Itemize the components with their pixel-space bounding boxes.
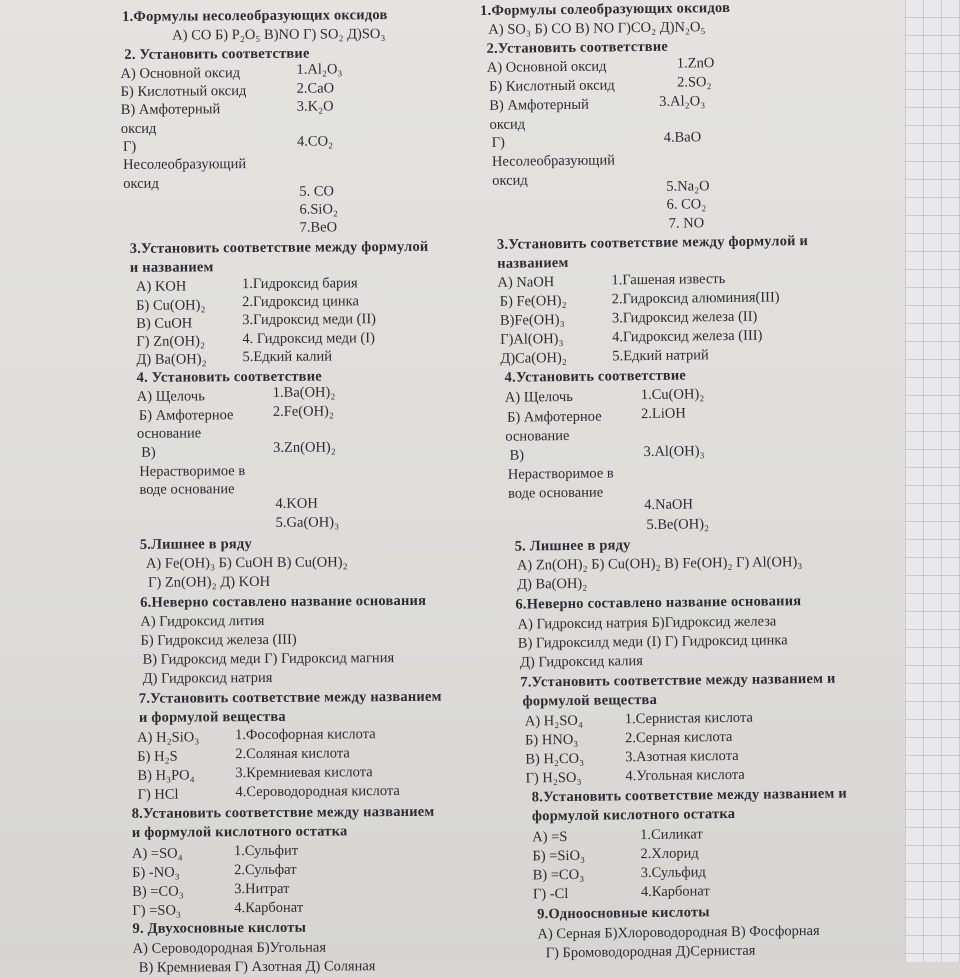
right-q3-3: 3.Гидроксид железа (II) xyxy=(611,308,758,327)
right-q4-a: А) Щелочь xyxy=(504,388,573,406)
left-q4-c3: воде основание xyxy=(139,481,235,498)
right-q8-3: 3.Сульфид xyxy=(640,864,706,882)
right-column xyxy=(480,0,932,962)
left-q2-b: Б) Кислотный оксид xyxy=(120,83,247,100)
right-q4-3: 3.Al(OH)₃ xyxy=(643,443,705,461)
right-q4-1: 1.Cu(OH)₂ xyxy=(640,386,705,404)
left-q7-a: А) H₂SiO₃ xyxy=(137,729,200,746)
right-q6-b: В) Гидроксилд меди (I) Г) Гидроксид цинка xyxy=(517,632,788,652)
left-q2-5: 5. CO xyxy=(299,183,335,200)
left-q2-3: 3.K₂O xyxy=(296,98,334,115)
left-q7-b: Б) H₂S xyxy=(137,748,178,765)
right-q8-title: 8.Установить соответствие между названием и xyxy=(531,785,847,806)
right-q2-5: 5.Na₂O xyxy=(666,178,710,195)
left-q3-title2: и названием xyxy=(129,259,214,276)
left-q4-c2: Нерастворимое в xyxy=(139,463,246,480)
left-q2-4: 4.CO₂ xyxy=(296,133,334,150)
left-q8-b: Б) -NO₃ xyxy=(132,864,180,881)
right-q7-4: 4.Угольная кислота xyxy=(625,766,745,785)
right-q4-c: В) xyxy=(509,447,525,464)
left-q1-options: А) CO Б) P₂O₅ В)NO Г) SO₂ Д)SO₃ xyxy=(172,26,386,44)
right-q7-c: В) H₂CO₃ xyxy=(525,750,585,768)
right-q8-b: Б) =SiO₃ xyxy=(532,847,586,865)
left-q6-title: 6.Неверно составлено название основания xyxy=(140,592,427,611)
left-q2-a: А) Основной оксид xyxy=(120,65,241,82)
right-q2-2: 2.SO₂ xyxy=(676,74,712,91)
right-q2-b: Б) Кислотный оксид xyxy=(488,77,615,95)
left-q8-d: Г) =SO₃ xyxy=(132,902,182,919)
left-q4-title: 4. Установить соответствие xyxy=(136,368,322,386)
right-q3-a: А) NaOH xyxy=(497,274,555,291)
left-q4-2: 2.Fe(OH)₂ xyxy=(272,403,334,420)
left-q4-b2: основание xyxy=(136,425,202,442)
right-q2-6: 6. CO₂ xyxy=(666,196,707,213)
right-q8-1: 1.Силикат xyxy=(640,826,703,844)
right-q7-2: 2.Серная кислота xyxy=(624,728,733,747)
left-q4-4: 4.KOH xyxy=(275,495,318,512)
left-q2-c2: оксид xyxy=(120,120,157,137)
right-q9-title: 9.Одноосновные кислоты xyxy=(537,904,710,923)
right-q7-1: 1.Сернистая кислота xyxy=(624,709,753,728)
right-q9-line1: А) Серная Б)Хлороводородная В) Фосфорная xyxy=(537,922,820,943)
left-q8-3: 3.Нитрат xyxy=(234,880,290,898)
right-q2-d: Г) xyxy=(491,134,506,151)
left-q4-5: 5.Ga(OH)₃ xyxy=(275,514,340,531)
right-q4-b: Б) Амфотерное xyxy=(507,408,602,426)
left-q2-d: Г) xyxy=(122,138,137,155)
left-q7-d: Г) HCl xyxy=(137,786,179,803)
left-q5-line2: Г) Zn(OH)₂ Д) KOH xyxy=(148,573,271,591)
right-q7-a: А) H₂SO₄ xyxy=(524,712,583,730)
left-q4-3: 3.Zn(OH)₂ xyxy=(273,439,336,456)
right-q3-title: 3.Установить соответствие между формулой и xyxy=(496,233,809,253)
left-q7-2: 2.Соляная кислота xyxy=(235,745,350,763)
right-q7-b: Б) HNO₃ xyxy=(524,731,579,749)
left-q6-a: А) Гидроксид лития xyxy=(140,612,265,630)
right-q2-a: А) Основной оксид xyxy=(486,58,607,76)
right-q2-7: 7. NO xyxy=(668,215,705,232)
left-q8-a: А) =SO₄ xyxy=(131,845,183,862)
left-q3-title: 3.Установить соответствие между формулой xyxy=(129,238,429,257)
right-q1-options: А) SO₃ Б) CO В) NO Г)CO₂ Д)N₂O₅ xyxy=(488,19,706,38)
left-q5-title: 5.Лишнее в ряду xyxy=(139,536,252,553)
left-q4-c: В) xyxy=(141,444,156,461)
right-q3-5: 5.Едкий натрий xyxy=(612,347,709,365)
right-q9-line2: Г) Бромоводородная Д)Сернистая xyxy=(545,942,756,962)
right-q7-title: 7.Установить соответствие между названием и xyxy=(520,670,836,691)
right-q2-c: В) Амфотерный xyxy=(489,96,589,114)
right-q3-title2: названием xyxy=(497,254,569,272)
left-q6-c: В) Гидроксид меди Г) Гидроксид магния xyxy=(142,650,395,668)
right-q7-title2: формулой вещества xyxy=(522,691,658,710)
right-q7-d: Г) H₂SO₃ xyxy=(525,769,582,787)
left-q6-b: Б) Гидроксид железа (III) xyxy=(140,631,297,649)
right-q2-d3: оксид xyxy=(492,172,528,189)
left-q4-a: А) Щелочь xyxy=(136,388,205,405)
left-q3-5: 5.Едкий калий xyxy=(242,348,333,366)
left-q3-4: 4. Гидроксид меди (I) xyxy=(242,330,375,348)
right-q4-4: 4.NaOH xyxy=(644,496,694,514)
left-q3-e: Д) Ba(OH)₂ xyxy=(136,351,207,368)
left-q2-6: 6.SiO₂ xyxy=(299,201,339,218)
right-q3-d: Г)Al(OH)₃ xyxy=(500,331,564,348)
right-q3-2: 2.Гидроксид алюминия(III) xyxy=(611,289,780,308)
right-q3-1: 1.Гашеная известь xyxy=(611,271,726,289)
right-q3-c: В)Fe(OH)₃ xyxy=(499,311,565,329)
left-q2-2: 2.CaO xyxy=(296,80,335,97)
right-q8-c: В) =CO₃ xyxy=(532,866,585,884)
left-q7-1: 1.Фософорная кислота xyxy=(235,726,376,744)
left-q2-d2: Несолеобразующий xyxy=(123,156,247,173)
left-q4-b: Б) Амфотерное xyxy=(138,407,234,424)
right-q4-c3: воде основание xyxy=(507,484,604,502)
right-q4-title: 4.Установить соответствие xyxy=(504,367,687,386)
left-q7-4: 4.Сероводородная кислота xyxy=(235,783,400,801)
right-q3-e: Д)Ca(OH)₂ xyxy=(500,349,567,367)
right-q6-title: 6.Неверно составлено название основания xyxy=(515,593,802,613)
right-q8-2: 2.Хлорид xyxy=(640,845,699,863)
left-q7-title: 7.Установить соответствие между названием xyxy=(138,688,442,707)
left-q7-title2: и формулой вещества xyxy=(138,708,286,726)
left-q2-d3: оксид xyxy=(123,175,159,192)
right-q8-d: Г) -Cl xyxy=(532,885,569,903)
left-q1-title: 1.Формулы несолеобразующих оксидов xyxy=(122,7,388,25)
right-q2-c2: оксид xyxy=(489,116,526,133)
left-q8-4: 4.Карбонат xyxy=(234,899,304,917)
right-q5-line2: Д) Ba(OH)₂ xyxy=(517,575,588,593)
right-q2-3: 3.Al₂O₃ xyxy=(659,93,706,110)
left-q8-c: В) =CO₃ xyxy=(132,883,184,900)
left-q9-line2: В) Кремниевая Г) Азотная Д) Соляная xyxy=(138,958,376,976)
left-q8-1: 1.Сульфит xyxy=(233,842,299,860)
right-q4-c2: Нерастворимое в xyxy=(507,465,614,483)
right-q5-line1: А) Zn(OH)₂ Б) Cu(OH)₂ В) Fe(OH)₂ Г) Al(OH)₃ xyxy=(516,554,803,574)
left-q7-3: 3.Кремниевая кислота xyxy=(235,764,373,782)
right-q8-title2: формулой кислотного остатка xyxy=(531,805,736,825)
right-q6-c: Д) Гидроксид калия xyxy=(519,653,643,671)
right-q1-title: 1.Формулы солеобразующих оксидов xyxy=(480,0,731,19)
right-q4-5: 5.Be(OH)₂ xyxy=(646,516,710,534)
left-q3-2: 2.Гидроксид цинка xyxy=(242,293,359,311)
left-q3-3: 3.Гидроксид меди (II) xyxy=(242,311,377,329)
left-q8-title2: и формулой кислотного остатка xyxy=(131,823,348,841)
left-q6-d: Д) Гидроксид натрия xyxy=(142,669,273,687)
right-q2-d2: Несолеобразующий xyxy=(491,152,616,170)
right-q2-title: 2.Установить соответствие xyxy=(486,38,669,57)
right-q4-2: 2.LiOH xyxy=(640,405,686,423)
left-q3-d: Г) Zn(OH)₂ xyxy=(136,333,206,350)
right-q3-4: 4.Гидроксид железа (III) xyxy=(612,327,763,346)
left-q2-7: 7.BeO xyxy=(299,219,338,236)
left-q3-c: В) CuOH xyxy=(136,315,193,332)
left-q2-c: В) Амфотерный xyxy=(120,101,221,118)
left-q9-line1: А) Сероводородная Б)Угольная xyxy=(132,939,327,957)
left-q8-2: 2.Сульфат xyxy=(234,861,297,879)
right-q6-a: А) Гидроксид натрия Б)Гидроксид железа xyxy=(517,613,777,633)
right-q7-3: 3.Азотная кислота xyxy=(625,747,739,766)
left-q2-1: 1.Al₂O₃ xyxy=(296,61,343,78)
left-q3-b: Б) Cu(OH)₂ xyxy=(136,297,206,314)
right-q8-4: 4.Карбонат xyxy=(640,883,710,901)
right-q8-a: А) =S xyxy=(532,828,568,846)
left-q9-title: 9. Двухосновные кислоты xyxy=(132,919,307,937)
left-q7-c: В) H₃PO₄ xyxy=(137,767,195,784)
right-q2-4: 4.BaO xyxy=(663,129,702,146)
right-q5-title: 5. Лишнее в ряду xyxy=(514,537,631,555)
right-q4-b2: основание xyxy=(505,427,570,445)
left-q3-1: 1.Гидроксид бария xyxy=(241,275,358,293)
left-q4-1: 1.Ba(OH)₂ xyxy=(272,384,336,401)
left-q2-title: 2. Установить соответствие xyxy=(124,45,310,63)
left-q5-line1: А) Fe(OH)₃ Б) CuOH В) Cu(OH)₂ xyxy=(145,554,348,572)
left-q3-a: А) KOH xyxy=(135,278,187,295)
right-q2-1: 1.ZnO xyxy=(676,55,715,72)
right-q3-b: Б) Fe(OH)₂ xyxy=(499,292,567,310)
left-q8-title: 8.Установить соответствие между названием xyxy=(131,803,435,822)
